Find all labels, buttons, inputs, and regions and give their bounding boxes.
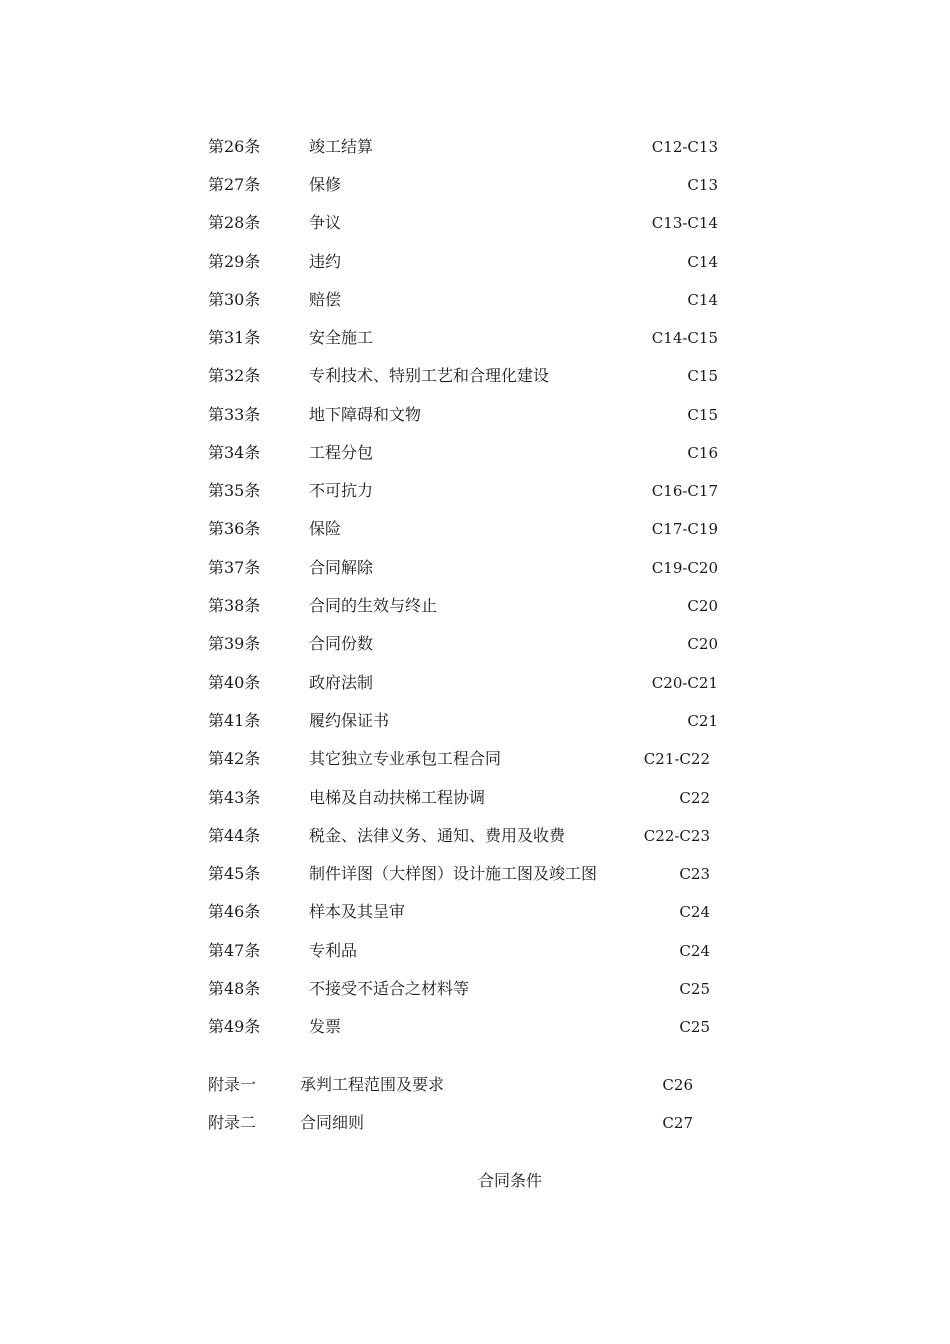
toc-page-ref: C20 bbox=[687, 635, 718, 653]
toc-article-title: 赔偿 bbox=[309, 290, 342, 309]
toc-article-number: 第35条 bbox=[208, 481, 261, 500]
toc-article-number: 第49条 bbox=[208, 1017, 261, 1036]
toc-article-title: 合同解除 bbox=[309, 558, 374, 577]
toc-row bbox=[0, 213, 950, 243]
toc-article-title: 发票 bbox=[309, 1017, 342, 1036]
toc-page-ref: C21 bbox=[687, 712, 718, 730]
toc-page-ref: C22 bbox=[679, 789, 710, 807]
toc-appendix-title: 承判工程范围及要求 bbox=[300, 1075, 445, 1094]
toc-article-title: 工程分包 bbox=[309, 443, 374, 462]
toc-article-title: 保险 bbox=[309, 519, 342, 538]
toc-row bbox=[0, 979, 950, 1009]
toc-article-number: 第37条 bbox=[208, 558, 261, 577]
toc-row bbox=[0, 1017, 950, 1047]
toc-row bbox=[0, 902, 950, 932]
toc-article-title: 不可抗力 bbox=[309, 481, 374, 500]
toc-article-title: 合同份数 bbox=[309, 634, 374, 653]
toc-row bbox=[0, 634, 950, 664]
toc-page-ref: C19-C20 bbox=[651, 559, 718, 577]
toc-article-title: 合同的生效与终止 bbox=[309, 596, 438, 615]
toc-page-ref: C14 bbox=[687, 253, 718, 271]
toc-article-number: 第28条 bbox=[208, 213, 261, 232]
toc-page-ref: C24 bbox=[679, 903, 710, 921]
toc-article-number: 第32条 bbox=[208, 366, 261, 385]
toc-row bbox=[0, 788, 950, 818]
toc-page-ref: C16 bbox=[687, 444, 718, 462]
toc-article-title: 专利技术、特别工艺和合理化建设 bbox=[309, 366, 550, 385]
toc-page-ref: C14 bbox=[687, 291, 718, 309]
toc-page-ref: C25 bbox=[679, 980, 710, 998]
toc-page-ref: C22-C23 bbox=[643, 827, 710, 845]
toc-article-number: 第46条 bbox=[208, 902, 261, 921]
toc-article-title: 税金、法律义务、通知、费用及收费 bbox=[309, 826, 566, 845]
toc-page-ref: C15 bbox=[687, 406, 718, 424]
toc-row bbox=[0, 405, 950, 435]
toc-row bbox=[0, 864, 950, 894]
toc-article-title: 样本及其呈审 bbox=[309, 902, 406, 921]
toc-page-ref: C23 bbox=[679, 865, 710, 883]
toc-page-ref: C27 bbox=[662, 1114, 693, 1132]
toc-article-title: 安全施工 bbox=[309, 328, 374, 347]
toc-article-number: 第26条 bbox=[208, 137, 261, 156]
toc-article-title: 政府法制 bbox=[309, 673, 374, 692]
toc-article-title: 争议 bbox=[309, 213, 342, 232]
toc-article-title: 竣工结算 bbox=[309, 137, 374, 156]
toc-article-number: 第38条 bbox=[208, 596, 261, 615]
toc-page-ref: C15 bbox=[687, 367, 718, 385]
toc-article-number: 第40条 bbox=[208, 673, 261, 692]
toc-article-number: 第27条 bbox=[208, 175, 261, 194]
toc-article-title: 违约 bbox=[309, 252, 342, 271]
toc-appendix-title: 合同细则 bbox=[300, 1113, 365, 1132]
toc-article-number: 第33条 bbox=[208, 405, 261, 424]
toc-article-number: 第36条 bbox=[208, 519, 261, 538]
toc-page-ref: C20-C21 bbox=[651, 674, 718, 692]
section-heading: 合同条件 bbox=[478, 1171, 543, 1190]
toc-article-number: 第31条 bbox=[208, 328, 261, 347]
toc-article-number: 第41条 bbox=[208, 711, 261, 730]
toc-row bbox=[0, 826, 950, 856]
toc-row bbox=[0, 443, 950, 473]
toc-row bbox=[0, 749, 950, 779]
toc-row bbox=[0, 328, 950, 358]
toc-article-title: 电梯及自动扶梯工程协调 bbox=[309, 788, 486, 807]
toc-appendix-row bbox=[0, 1075, 950, 1105]
toc-article-title: 其它独立专业承包工程合同 bbox=[309, 749, 502, 768]
toc-row bbox=[0, 519, 950, 549]
toc-page-ref: C24 bbox=[679, 942, 710, 960]
toc-article-number: 第45条 bbox=[208, 864, 261, 883]
toc-row bbox=[0, 366, 950, 396]
toc-article-number: 第44条 bbox=[208, 826, 261, 845]
toc-row bbox=[0, 711, 950, 741]
toc-article-number: 第29条 bbox=[208, 252, 261, 271]
toc-article-title: 地下障碍和文物 bbox=[309, 405, 422, 424]
toc-article-number: 第34条 bbox=[208, 443, 261, 462]
toc-row bbox=[0, 290, 950, 320]
toc-article-number: 第47条 bbox=[208, 941, 261, 960]
toc-page-ref: C13-C14 bbox=[651, 214, 718, 232]
toc-row bbox=[0, 941, 950, 971]
toc-appendix-row bbox=[0, 1113, 950, 1143]
toc-article-title: 专利品 bbox=[309, 941, 358, 960]
toc-article-number: 第39条 bbox=[208, 634, 261, 653]
toc-appendix-number: 附录二 bbox=[208, 1113, 257, 1132]
toc-page-ref: C17-C19 bbox=[651, 520, 718, 538]
toc-page-ref: C25 bbox=[679, 1018, 710, 1036]
toc-row bbox=[0, 252, 950, 282]
toc-article-title: 保修 bbox=[309, 175, 342, 194]
toc-page-ref: C14-C15 bbox=[651, 329, 718, 347]
toc-row bbox=[0, 673, 950, 703]
toc-page-ref: C12-C13 bbox=[651, 138, 718, 156]
toc-article-title: 不接受不适合之材料等 bbox=[309, 979, 470, 998]
toc-row bbox=[0, 137, 950, 167]
toc-article-number: 第43条 bbox=[208, 788, 261, 807]
toc-page-ref: C21-C22 bbox=[643, 750, 710, 768]
toc-article-number: 第30条 bbox=[208, 290, 261, 309]
toc-row bbox=[0, 481, 950, 511]
toc-row bbox=[0, 558, 950, 588]
toc-page-ref: C26 bbox=[662, 1076, 693, 1094]
toc-row bbox=[0, 175, 950, 205]
toc-row bbox=[0, 596, 950, 626]
toc-appendix-number: 附录一 bbox=[208, 1075, 257, 1094]
toc-page-ref: C20 bbox=[687, 597, 718, 615]
toc-page-ref: C13 bbox=[687, 176, 718, 194]
toc-article-title: 制件详图（大样图）设计施工图及竣工图 bbox=[309, 864, 598, 883]
toc-article-number: 第48条 bbox=[208, 979, 261, 998]
toc-page-ref: C16-C17 bbox=[651, 482, 718, 500]
toc-article-title: 履约保证书 bbox=[309, 711, 390, 730]
toc-article-number: 第42条 bbox=[208, 749, 261, 768]
